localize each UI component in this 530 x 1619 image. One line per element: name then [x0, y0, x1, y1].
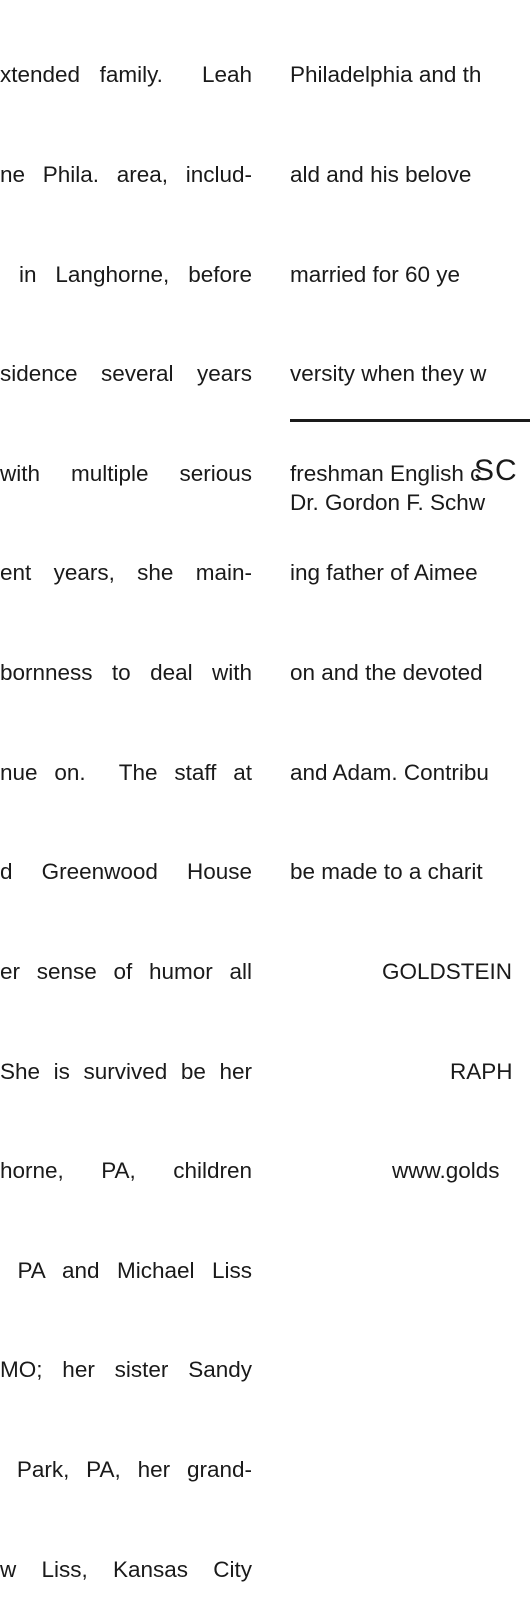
left-line-3: in Langhorne, before	[0, 261, 252, 287]
left-line-16: w Liss, Kansas City	[0, 1556, 252, 1582]
left-line-7: bornness to deal with	[0, 660, 252, 686]
left-line-5: with multiple serious	[0, 460, 252, 486]
next-entry-start: Dr. Gordon F. Schw	[290, 490, 486, 515]
right-line-3: married for 60 ye	[290, 261, 461, 287]
section-divider	[290, 419, 530, 422]
left-line-12: horne, PA, children	[0, 1158, 252, 1184]
right-line-5: freshman English c	[290, 460, 482, 486]
right-line-4: versity when they w	[290, 361, 487, 387]
left-line-14: MO; her sister Sandy	[0, 1357, 252, 1383]
funeral-home-name: GOLDSTEIN	[382, 958, 513, 984]
right-line-1: Philadelphia and th	[290, 62, 482, 88]
left-line-11: She is survived be her	[0, 1058, 252, 1084]
right-column	[290, 0, 520, 1221]
right-line-9: be made to a charit	[290, 859, 483, 885]
funeral-home-name-cont: RAPH	[450, 1058, 513, 1084]
right-line-6: ing father of Aimee	[290, 560, 478, 586]
left-line-1: xtended family. Leah	[0, 62, 252, 88]
left-line-2: ne Phila. area, includ-	[0, 162, 252, 188]
right-line-2: ald and his belove	[290, 162, 472, 188]
right-line-7: on and the devoted	[290, 660, 483, 686]
left-line-4: sidence several years	[0, 361, 252, 387]
left-column	[0, 0, 252, 1619]
section-heading: SC	[474, 454, 518, 487]
left-line-10: er sense of humor all	[0, 958, 252, 984]
left-line-15: Park, PA, her grand-	[0, 1456, 252, 1482]
left-line-13: PA and Michael Liss	[0, 1257, 252, 1283]
left-line-6: ent years, she main-	[0, 560, 252, 586]
funeral-home-website: www.golds	[392, 1158, 500, 1184]
left-line-8: nue on. The staff at	[0, 759, 252, 785]
left-line-9: d Greenwood House	[0, 859, 252, 885]
right-line-8: and Adam. Contribu	[290, 759, 489, 785]
